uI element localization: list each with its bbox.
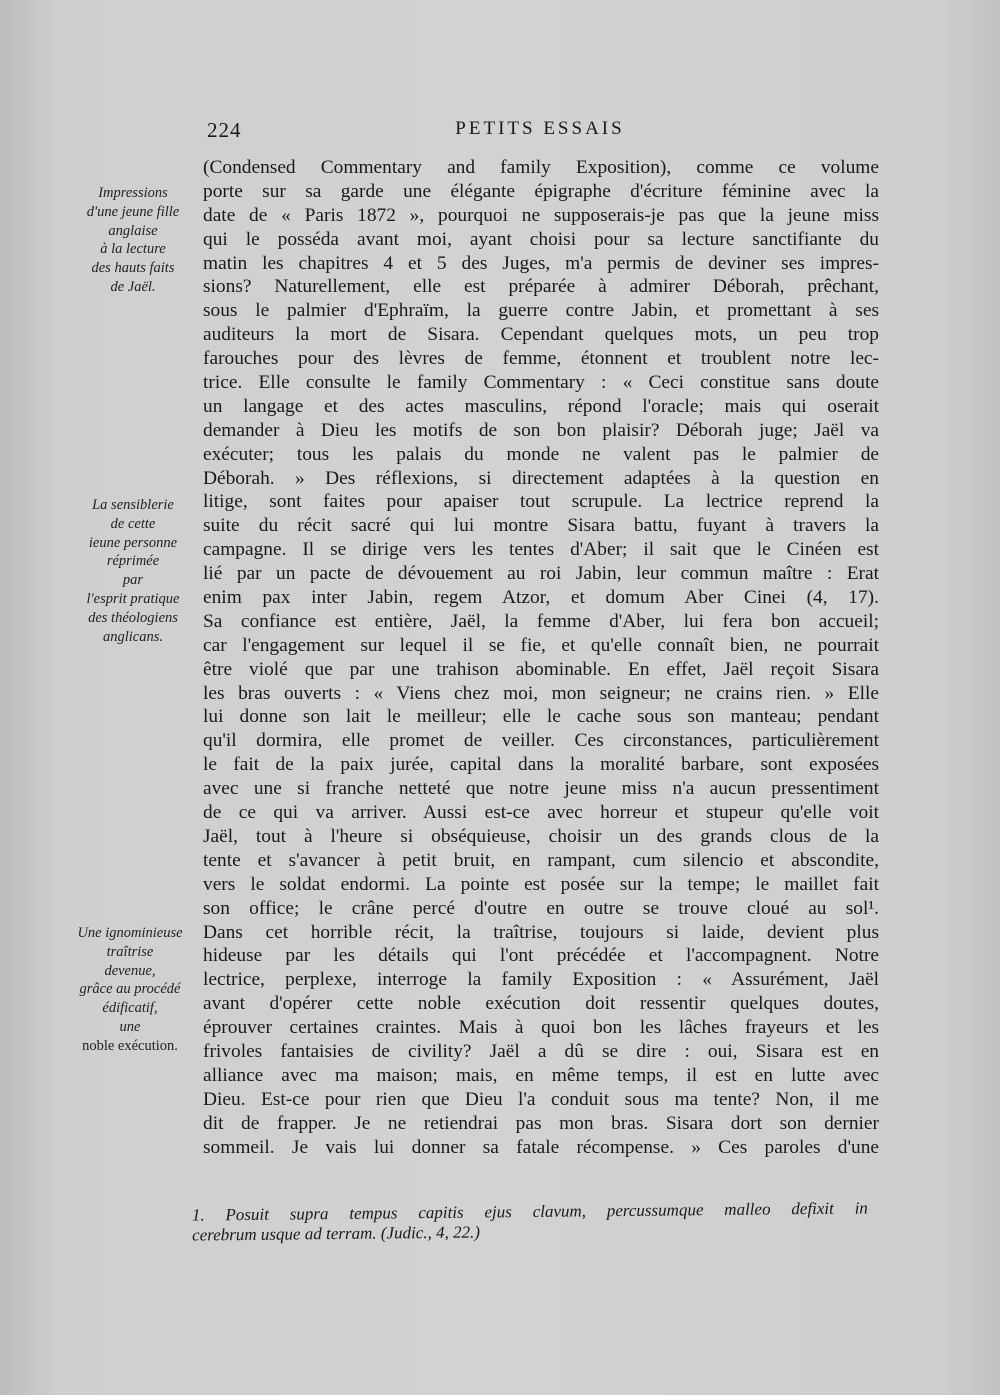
text-line: lui donne son lait le meilleur; elle le cache sous son manteau; pendant <box>203 706 879 728</box>
margin-note-line: noble exécution. <box>82 1037 178 1054</box>
text-line: frivoles fantaisies de civility? Jaël a dû se dire : oui, Sisara est en <box>203 1040 879 1062</box>
margin-note-line: anglicans. <box>102 628 163 645</box>
text-line: lectrice, perplexe, interroge la family Exposition : « Assurément, Jaël <box>203 969 879 991</box>
running-title: PETITS ESSAIS <box>455 118 625 139</box>
text-line: Déborah. » Des réflexions, si directement adaptées à la question en <box>203 467 879 489</box>
margin-note <box>68 184 198 297</box>
text-line: Sa confiance est entière, Jaël, la femme d'Aber, lui fera bon accueil; <box>203 610 879 632</box>
text-line: dit de frapper. Je ne retiendrai pas mon bras. Sisara dort son dernier <box>203 1112 879 1134</box>
text-line: (Condensed Commentary and family Exposition), comme ce volume <box>203 157 879 178</box>
text-line: alliance avec ma maison; mais, en même temps, il est en lutte avec <box>203 1064 879 1086</box>
text-line: demander à Dieu les motifs de son bon plaisir? Déborah juge; Jaël va <box>203 419 879 441</box>
text-line: avant d'opérer cette noble exécution doit ressentir quelques doutes, <box>203 993 879 1015</box>
page-number: 224 <box>207 118 242 142</box>
text-line: qui le posséda avant moi, ayant choisi pour sa lecture sanctifiante du <box>203 228 879 250</box>
text-line: enim pax inter Jabin, regem Atzor, et domum Aber Cinei (4, 17). <box>203 587 879 609</box>
text-line: sommeil. Je vais lui donner sa fatale récompense. » Ces paroles d'une <box>203 1136 879 1158</box>
main-text <box>203 156 879 1159</box>
margin-note-line: l'esprit pratique <box>86 590 180 607</box>
text-line: le fait de la paix jurée, capital dans la moralité barbare, sont exposées <box>203 754 879 776</box>
text-line: son office; le crâne percé d'outre en outre se trouve cloué au sol¹. <box>203 897 879 919</box>
text-line: farouches pour des lèvres de femme, étonnent et troublent notre lec- <box>203 348 879 370</box>
text-line: Dans cet horrible récit, la traîtrise, toujours si laide, devient plus <box>203 921 879 943</box>
margin-note-line: des théologiens <box>88 609 178 626</box>
margin-note-line: une <box>119 1018 141 1035</box>
text-line: sous le palmier d'Ephraïm, la guerre contre Jabin, et promettant à ses <box>203 300 879 322</box>
text-line: de ce qui va arriver. Aussi est-ce avec horreur et stupeur qu'elle voit <box>203 802 879 824</box>
text-line: avec une si franche netteté que notre jeune miss n'a aucun pressentiment <box>203 778 879 800</box>
footnote-line: 1. Posuit supra tempus capitis ejus clavum, percussumque malleo defixit in <box>191 1198 868 1225</box>
margin-note <box>68 496 198 646</box>
margin-note-line: à la lecture <box>100 241 166 258</box>
text-line: lié par un pacte de dévouement au roi Jabin, leur commun maître : Erat <box>203 563 879 585</box>
text-line: porte sur sa garde une élégante épigraphe d'écriture féminine avec la <box>203 180 879 202</box>
margin-note-line: Impressions <box>98 185 168 201</box>
margin-note-line: édificatif, <box>102 1000 158 1017</box>
text-line: être violé que par une trahison abominable. En effet, Jaël reçoit Sisara <box>203 658 879 680</box>
margin-note-line: des hauts faits <box>91 260 175 277</box>
text-line: car l'engagement sur lequel il se fie, et qu'elle connaît bien, ne pourrait <box>203 634 879 656</box>
text-line: éprouver certaines craintes. Mais à quoi bon les lâches frayeurs et les <box>203 1017 879 1039</box>
margin-note-line: anglaise <box>108 222 158 239</box>
text-line: litige, sont faites pour apaiser tout scrupule. La lectrice reprend la <box>203 491 879 513</box>
margin-note-line: traîtrise <box>106 943 154 960</box>
margin-note-line: devenue, <box>104 962 156 979</box>
text-line: suite du récit sacré qui lui montre Sisara battu, fuyant à travers la <box>203 515 879 537</box>
text-line: sions? Naturellement, elle est préparée à admirer Déborah, prêchant, <box>203 276 879 298</box>
footnote-line: cerebrum usque ad terram. (Judic., 4, 22.) <box>192 1222 481 1245</box>
margin-note-line: Une ignominieuse <box>77 925 183 941</box>
text-line: exécuter; tous les palais du monde ne valent pas le palmier de <box>203 443 879 465</box>
text-line: date de « Paris 1872 », pourquoi ne supposerais-je pas que la jeune miss <box>203 204 879 226</box>
margin-note-line: réprimée <box>106 553 160 570</box>
margin-note-line: ieune personne <box>88 534 178 551</box>
margin-note-line: d'une jeune fille <box>86 203 180 220</box>
text-line: matin les chapitres 4 et 5 des Juges, m'a permis de deviner ses impres- <box>203 252 879 274</box>
footnote <box>192 1198 868 1245</box>
margin-note-line: grâce au procédé <box>79 981 181 998</box>
text-line: trice. Elle consulte le family Commentary : « Ceci constitue sans doute <box>203 372 879 394</box>
text-line: les bras ouverts : « Viens chez moi, mon seigneur; ne crains rien. » Elle <box>203 682 879 704</box>
text-line: un langage et des actes masculins, répond l'oracle; mais qui oserait <box>203 395 879 417</box>
text-line: hideuse par les détails qui l'ont précédée et l'accompagnent. Notre <box>203 945 879 967</box>
margin-note-line: de cette <box>110 515 156 532</box>
text-line: auditeurs la mort de Sisara. Cependant quelques mots, un peu trop <box>203 324 879 346</box>
margin-note-line: par <box>122 572 144 589</box>
margin-note-line: La sensiblerie <box>92 497 174 513</box>
margin-note-line: de Jaël. <box>110 278 156 295</box>
text-line: vers le soldat endormi. La pointe est posée sur la tempe; le maillet fait <box>203 873 879 895</box>
text-line: Dieu. Est-ce pour rien que Dieu l'a conduit sous ma tente? Non, il me <box>203 1088 879 1110</box>
page-header <box>207 118 873 148</box>
text-line: Jaël, tout à l'heure si obséquieuse, choisir un des grands clous de la <box>203 825 879 847</box>
text-line: qu'il dormira, elle promet de veiller. Ces circonstances, particulièrement <box>203 730 879 752</box>
text-line: tente et s'avancer à petit bruit, en rampant, cum silencio et abscondite, <box>203 849 879 871</box>
margin-note <box>60 924 200 1056</box>
text-line: campagne. Il se dirige vers les tentes d'Aber; il sait que le Cinéen est <box>203 539 879 561</box>
